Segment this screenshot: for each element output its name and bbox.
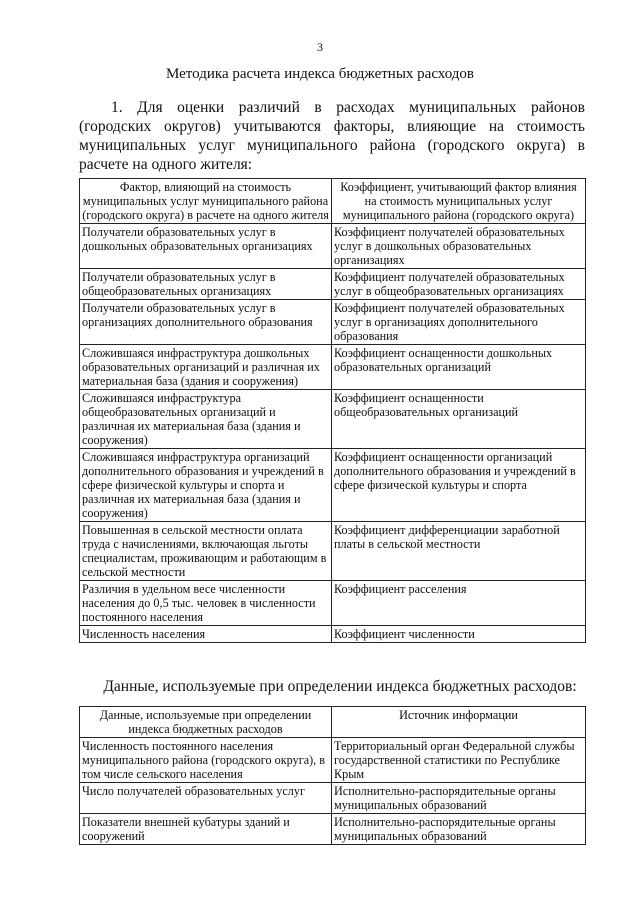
data-sources-table [79, 706, 586, 845]
factor-cell: Получатели образовательных услуг в организациях дополнительного образования [80, 300, 332, 345]
coefficient-cell: Коэффициент оснащенности общеобразовательных организаций [332, 390, 586, 449]
table-row [80, 581, 586, 626]
coefficient-cell: Коэффициент численности [332, 626, 586, 643]
table-row [80, 522, 586, 581]
table-row [80, 269, 586, 300]
coefficient-cell: Коэффициент расселения [332, 581, 586, 626]
data-header-source: Источник информации [332, 707, 586, 738]
intro-text: 1. Для оценки различий в расходах муниципальных районов (городских округов) учитываются факторы, влияющие на стоимость муниципальных услуг муниципального района (городского округа) в расчете на одного жителя: [79, 99, 585, 173]
table-row [80, 783, 586, 814]
coefficient-cell: Коэффициент дифференциации заработной платы в сельской местности [332, 522, 586, 581]
factor-cell: Сложившаяся инфраструктура дошкольных образовательных организаций и различная их материальная база (здания и сооружения) [80, 345, 332, 390]
table-row [80, 626, 586, 643]
data-cell: Численность постоянного населения муниципального района (городского округа), в том числе сельского населения [80, 738, 332, 783]
factor-cell: Повышенная в сельской местности оплата труда с начислениями, включающая льготы специалистам, проживающим и работающим в сельской местности [80, 522, 332, 581]
factor-cell: Получатели образовательных услуг в дошкольных образовательных организациях [80, 224, 332, 269]
table-row [80, 345, 586, 390]
table-row [80, 224, 586, 269]
factor-cell: Различия в удельном весе численности населения до 0,5 тыс. человек в численности постоянного населения [80, 581, 332, 626]
document-title: Методика расчета индекса бюджетных расходов [166, 66, 474, 82]
source-cell: Территориальный орган Федеральной службы государственной статистики по Республике Крым [332, 738, 586, 783]
factors-header-row [80, 179, 586, 224]
table-row [80, 390, 586, 449]
coefficient-cell: Коэффициент оснащенности дошкольных образовательных организаций [332, 345, 586, 390]
factor-cell: Численность населения [80, 626, 332, 643]
source-cell: Исполнительно-распорядительные органы муниципальных образований [332, 814, 586, 845]
data-header-data: Данные, используемые при определении индекса бюджетных расходов [80, 707, 332, 738]
data-cell: Число получателей образовательных услуг [80, 783, 332, 814]
coefficient-cell: Коэффициент получателей образовательных услуг в дошкольных образовательных организациях [332, 224, 586, 269]
factor-cell: Сложившаяся инфраструктура организаций дополнительного образования и учреждений в сфере физической культуры и спорта и различная их материальная база (здания и сооружения) [80, 449, 332, 522]
data-cell: Показатели внешней кубатуры зданий и сооружений [80, 814, 332, 845]
intro-paragraph [79, 98, 585, 174]
table-row [80, 738, 586, 783]
coefficient-cell: Коэффициент получателей образовательных услуг в общеобразовательных организациях [332, 269, 586, 300]
factors-header-factor: Фактор, влияющий на стоимость муниципальных услуг муниципального района (городского округа) в расчете на одного жителя [80, 179, 332, 224]
coefficient-cell: Коэффициент получателей образовательных услуг в организациях дополнительного образования [332, 300, 586, 345]
factors-header-coefficient: Коэффициент, учитывающий фактор влияния на стоимость муниципальных услуг муниципального района (городского округа) [332, 179, 586, 224]
table-row [80, 300, 586, 345]
data-header-row [80, 707, 586, 738]
source-cell: Исполнительно-распорядительные органы муниципальных образований [332, 783, 586, 814]
table-row [80, 449, 586, 522]
data-section-subtitle: Данные, используемые при определении индекса бюджетных расходов: [103, 678, 577, 695]
factor-cell: Сложившаяся инфраструктура общеобразовательных организаций и различная их материальная база (здания и сооружения) [80, 390, 332, 449]
factors-table [79, 178, 586, 643]
table-row [80, 814, 586, 845]
page-number: 3 [317, 40, 323, 54]
coefficient-cell: Коэффициент оснащенности организаций дополнительного образования и учреждений в сфере физической культуры и спорта [332, 449, 586, 522]
factor-cell: Получатели образовательных услуг в общеобразовательных организациях [80, 269, 332, 300]
